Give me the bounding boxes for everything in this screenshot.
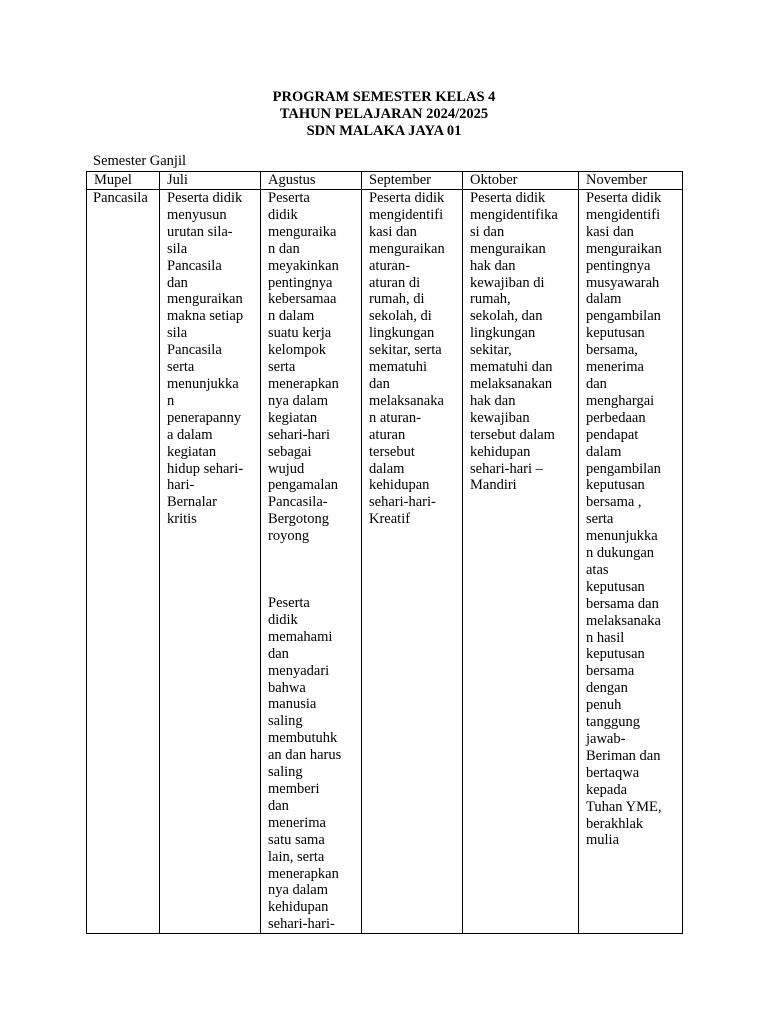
cell-juli <box>160 190 261 934</box>
title-line-2: TAHUN PELAJARAN 2024/2025 <box>279 106 489 122</box>
agustus-objective-2: Peserta didik memahami dan menyadari bahwa manusia saling membutuhk an dan harus saling memberi dan menerima satu sama lain, serta menerapkan nya dalam kehidupan sehari-hari- <box>268 595 342 933</box>
table-row <box>87 190 683 934</box>
header-september: September <box>362 172 463 190</box>
paragraph-gap <box>268 545 357 595</box>
title-line-3: SDN MALAKA JAYA 01 <box>306 123 462 139</box>
september-objective: Peserta didik mengidentifi kasi dan menguraikan aturan- aturan di rumah, di sekolah, di lingkungan sekitar, serta mematuhi dan melaksanaka n aturan- aturan tersebut dalam kehidupan sehari-hari- Kreatif <box>369 190 445 528</box>
header-mupel: Mupel <box>87 172 160 190</box>
title-line-1: PROGRAM SEMESTER KELAS 4 <box>272 89 496 105</box>
header-juli: Juli <box>160 172 261 190</box>
cell-agustus <box>261 190 362 934</box>
cell-november <box>579 190 683 934</box>
semester-program-table <box>86 171 683 934</box>
cell-mupel: Pancasila <box>87 190 160 934</box>
oktober-objective: Peserta didik mengidentifika si dan menguraikan hak dan kewajiban di rumah, sekolah, dan lingkungan sekitar, mematuhi dan melaksanakan hak dan kewajiban tersebut dalam kehidupan sehari-hari – Mandiri <box>470 190 558 494</box>
cell-oktober <box>463 190 579 934</box>
semester-label: Semester Ganjil <box>93 153 187 169</box>
header-november: November <box>579 172 683 190</box>
header-agustus: Agustus <box>261 172 362 190</box>
november-objective: Peserta didik mengidentifi kasi dan menguraikan pentingnya musyawarah dalam pengambilan keputusan bersama, menerima dan menghargai perbedaan pendapat dalam pengambilan keputusan bersama , serta menunjukka n dukungan atas keputusan bersama dan melaksanaka n hasil keputusan bersama dengan penuh tanggung jawab- Beriman dan bertaqwa kepada Tuhan YME, berakhlak mulia <box>586 190 662 849</box>
agustus-objective-1: Peserta didik menguraika n dan meyakinkan pentingnya kebersamaa n dalam suatu kerja kelompok serta menerapkan nya dalam kegiatan sehari-hari sebagai wujud pengamalan Pancasila- Bergotong royong <box>268 190 339 545</box>
cell-september <box>362 190 463 934</box>
juli-objective: Peserta didik menyusun urutan sila- sila Pancasila dan menguraikan makna setiap sila Pancasila serta menunjukka n penerapanny a dalam kegiatan hidup sehari- hari- Bernalar kritis <box>167 190 244 528</box>
header-oktober: Oktober <box>463 172 579 190</box>
table-header-row <box>87 172 683 190</box>
